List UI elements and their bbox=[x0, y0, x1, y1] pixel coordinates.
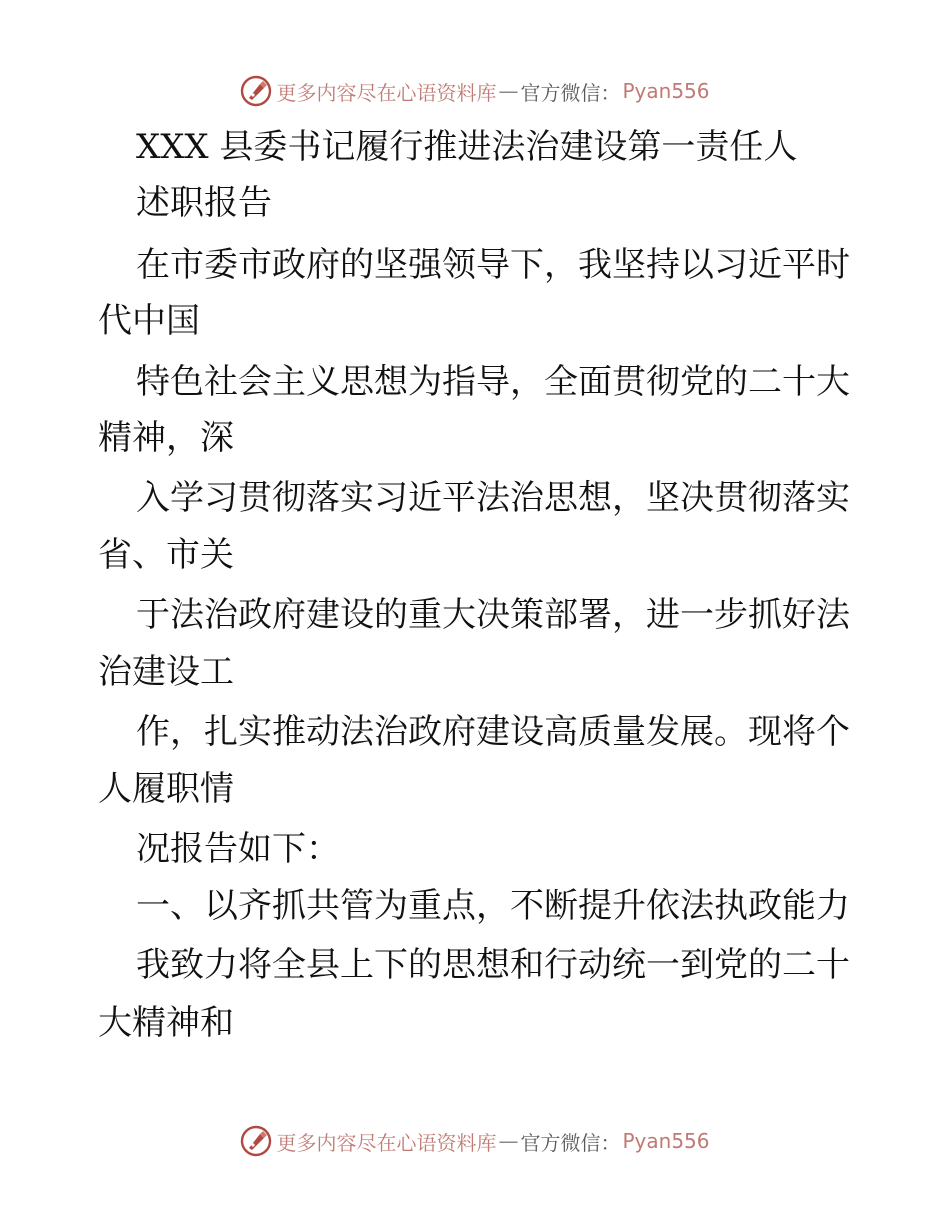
banner-slogan: 更多内容尽在心语资料库 bbox=[276, 1130, 497, 1155]
banner-slogan: 更多内容尽在心语资料库 bbox=[276, 80, 497, 105]
banner-separator: — bbox=[498, 1129, 519, 1153]
footer-banner bbox=[0, 1121, 950, 1161]
paragraph-line: 特色社会主义思想为指导，全面贯彻党的二十大 bbox=[136, 362, 850, 402]
paragraph-line: 人履职情 bbox=[98, 769, 234, 809]
document-title-line-1: XXX 县委书记履行推进法治建设第一责任人 bbox=[136, 127, 798, 167]
paragraph-line: 于法治政府建设的重大决策部署，进一步抓好法 bbox=[136, 595, 850, 635]
paragraph-line: 况报告如下： bbox=[136, 829, 340, 869]
banner-account: Pyan556 bbox=[622, 1129, 710, 1153]
banner-account: Pyan556 bbox=[622, 79, 710, 103]
banner-wechat-label: 官方微信： bbox=[520, 80, 621, 105]
section-heading: 一、以齐抓共管为重点，不断提升依法执政能力 bbox=[136, 886, 850, 926]
pen-nib-logo-icon bbox=[240, 1125, 272, 1157]
banner-separator: — bbox=[498, 79, 519, 103]
banner-wechat-label: 官方微信： bbox=[520, 1130, 621, 1155]
paragraph-line: 我致力将全县上下的思想和行动统一到党的二十 bbox=[136, 945, 850, 985]
paragraph-line: 大精神和 bbox=[98, 1003, 234, 1043]
paragraph-line: 治建设工 bbox=[98, 652, 234, 692]
paragraph-line: 入学习贯彻落实习近平法治思想，坚决贯彻落实 bbox=[136, 478, 850, 518]
paragraph-line: 省、市关 bbox=[98, 535, 234, 575]
document-title-line-2: 述职报告 bbox=[136, 183, 272, 223]
paragraph-line: 作，扎实推动法治政府建设高质量发展。现将个 bbox=[136, 712, 850, 752]
paragraph-line: 在市委市政府的坚强领导下，我坚持以习近平时 bbox=[136, 245, 850, 285]
paragraph-line: 代中国 bbox=[98, 301, 200, 341]
paragraph-line: 精神，深 bbox=[98, 418, 234, 458]
